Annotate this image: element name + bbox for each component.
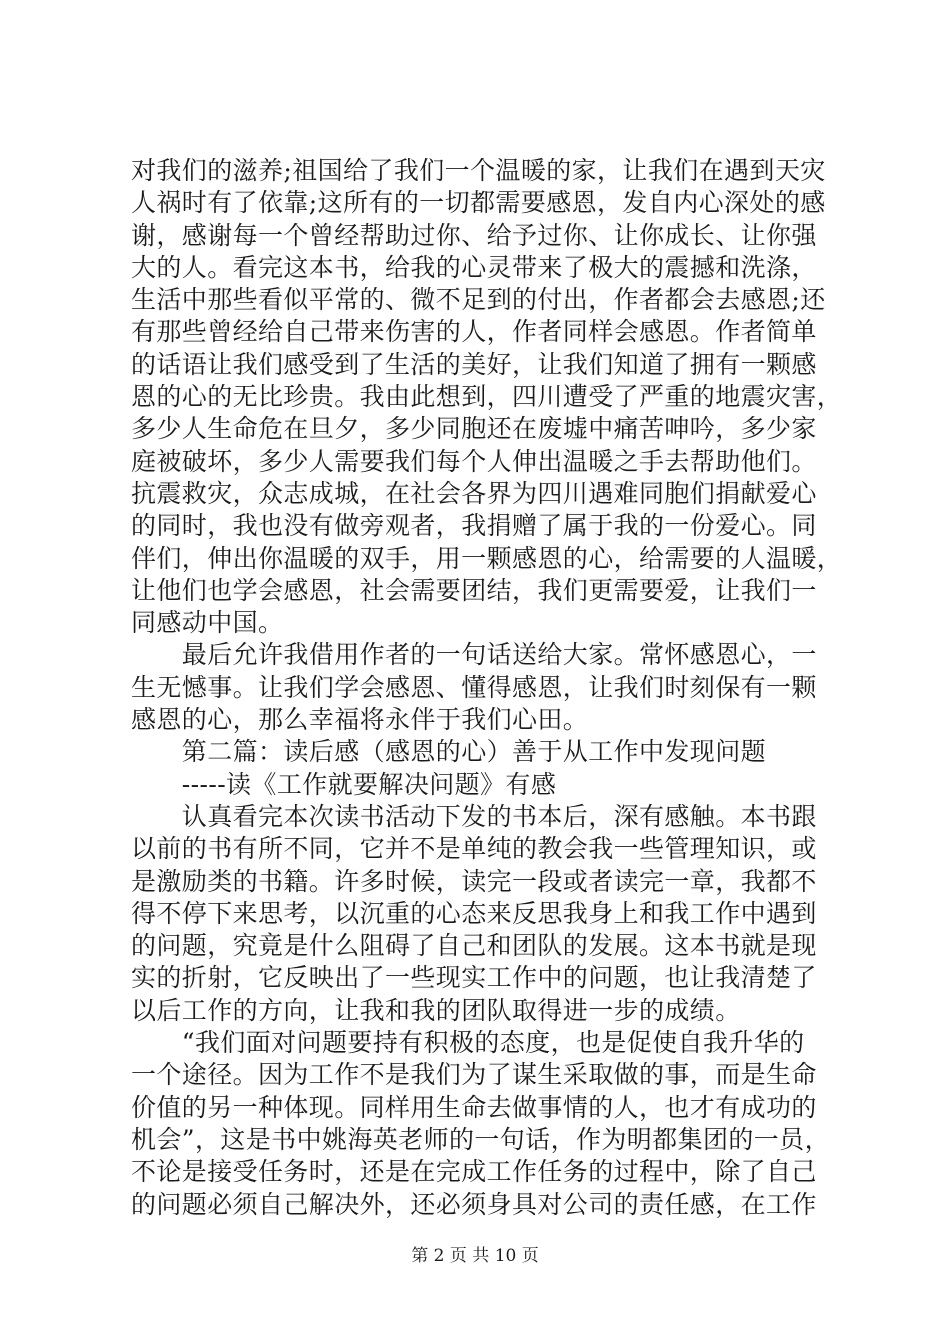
text-line: 谢，感谢每一个曾经帮助过你、给予过你、让你成长、让你强 bbox=[131, 220, 817, 250]
text-line: 生活中那些看似平常的、微不足到的付出，作者都会去感恩;还 bbox=[131, 285, 826, 315]
text-line: 机会”，这是书中姚海英老师的一句话，作为明都集团的一员， bbox=[131, 1124, 830, 1154]
text-line: 认真看完本次读书活动下发的书本后，深有感触。本书跟 bbox=[131, 801, 817, 831]
text-line: “我们面对问题要持有积极的态度，也是促使自我升华的 bbox=[131, 1028, 805, 1058]
text-line: 对我们的滋养;祖国给了我们一个温暖的家，让我们在遇到天灾 bbox=[131, 156, 826, 185]
page-number: 第 2 页 共 10 页 bbox=[411, 1246, 539, 1266]
text-line: 庭被破坏，多少人需要我们每个人伸出温暖之手去帮助他们。 bbox=[131, 446, 817, 476]
text-line: 伴们，伸出你温暖的双手，用一颗感恩的心，给需要的人温暖， bbox=[131, 543, 843, 573]
text-line: 多少人生命危在旦夕，多少同胞还在废墟中痛苦呻吟，多少家 bbox=[131, 414, 817, 444]
text-line: 大的人。看完这本书，给我的心灵带来了极大的震撼和洗涤， bbox=[131, 252, 817, 282]
text-line: 抗震救灾，众志成城，在社会各界为四川遇难同胞们捐献爱心 bbox=[131, 478, 817, 508]
text-line: 生无憾事。让我们学会感恩、懂得感恩，让我们时刻保有一颗 bbox=[131, 672, 817, 702]
text-line: 同感动中国。 bbox=[131, 608, 284, 638]
text-line: 以前的书有所不同，它并不是单纯的教会我一些管理知识，或 bbox=[131, 834, 817, 864]
body-text bbox=[131, 155, 843, 1221]
text-line: 实的折射，它反映出了一些现实工作中的问题，也让我清楚了 bbox=[131, 963, 817, 993]
text-line: 恩的心的无比珍贵。我由此想到，四川遭受了严重的地震灾害， bbox=[131, 382, 843, 412]
text-line: 是激励类的书籍。许多时候，读完一段或者读完一章，我都不 bbox=[131, 866, 817, 896]
text-line: 价值的另一种体现。同样用生命去做事情的人，也才有成功的 bbox=[131, 1092, 817, 1122]
text-line: 的问题必须自己解决外，还必须身具对公司的责任感，在工作 bbox=[131, 1189, 817, 1219]
section-subtitle: -----读《工作就要解决问题》有感 bbox=[131, 769, 557, 799]
text-line: 得不停下来思考，以沉重的心态来反思我身上和我工作中遇到 bbox=[131, 898, 817, 928]
text-line: 的话语让我们感受到了生活的美好，让我们知道了拥有一颗感 bbox=[131, 349, 817, 379]
text-line: 人祸时有了依靠;这所有的一切都需要感恩，发自内心深处的感 bbox=[131, 188, 826, 218]
page-footer bbox=[0, 1246, 950, 1266]
text-line: 的问题，究竟是什么阻碍了自己和团队的发展。这本书就是现 bbox=[131, 931, 817, 961]
text-line: 的同时，我也没有做旁观者，我捐赠了属于我的一份爱心。同 bbox=[131, 511, 817, 541]
text-line: 以后工作的方向，让我和我的团队取得进一步的成绩。 bbox=[131, 995, 741, 1025]
text-line: 不论是接受任务时，还是在完成工作任务的过程中，除了自己 bbox=[131, 1157, 817, 1187]
text-line: 一个途径。因为工作不是我们为了谋生采取做的事，而是生命 bbox=[131, 1060, 817, 1090]
section-heading: 第二篇：读后感（感恩的心）善于从工作中发现问题 bbox=[131, 737, 767, 767]
text-line: 感恩的心，那么幸福将永伴于我们心田。 bbox=[131, 705, 589, 735]
text-line: 让他们也学会感恩，社会需要团结，我们更需要爱，让我们一 bbox=[131, 575, 817, 605]
text-line: 有那些曾经给自己带来伤害的人，作者同样会感恩。作者简单 bbox=[131, 317, 817, 347]
text-line: 最后允许我借用作者的一句话送给大家。常怀感恩心，一 bbox=[131, 640, 817, 670]
